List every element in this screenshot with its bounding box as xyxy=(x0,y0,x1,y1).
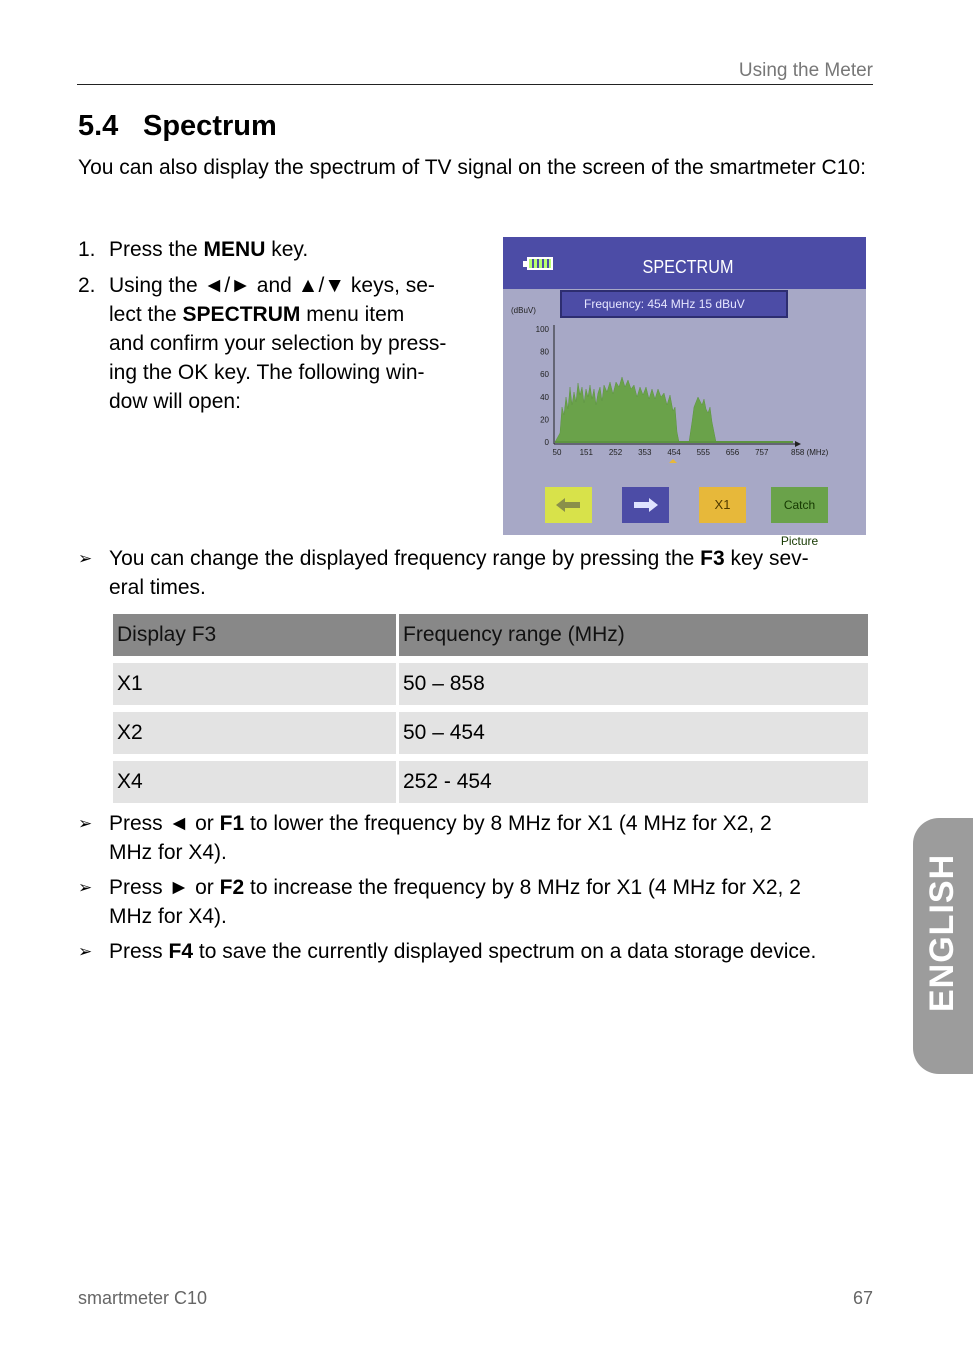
x-tick-label: 656 xyxy=(725,448,740,457)
frequency-range-table xyxy=(110,607,871,810)
bullet-arrow-icon: ➢ xyxy=(78,814,93,833)
x-tick-label: 353 xyxy=(638,448,652,457)
table-header-cell: Display F3 xyxy=(113,614,396,656)
y-tick-label: 0 xyxy=(544,438,549,447)
bullet-text xyxy=(109,937,816,966)
bullet-key: F4 xyxy=(168,940,194,963)
table-row xyxy=(113,712,868,754)
step-text-pre: Press the xyxy=(109,238,204,261)
spectrum-screenshot xyxy=(503,237,866,548)
section-title xyxy=(78,110,277,143)
spectrum-area xyxy=(555,377,716,442)
bullet-line: key sev- xyxy=(724,547,809,570)
step-line: lect the xyxy=(109,303,183,326)
section-heading: Spectrum xyxy=(143,110,277,142)
table-cell: 252 - 454 xyxy=(399,761,868,803)
step-line: menu item xyxy=(300,303,405,326)
language-tab-label: ENGLISH xyxy=(923,853,961,1012)
f3-zoom-button[interactable]: X1 xyxy=(699,487,746,523)
step-line: ing the OK key. The following win- xyxy=(109,361,425,384)
f1-left-button[interactable] xyxy=(545,487,592,523)
step-line: Using the ◄/► and ▲/▼ keys, se- xyxy=(109,274,435,297)
bullet-text xyxy=(109,544,809,602)
bullet-line: Press ► or xyxy=(109,876,220,899)
step-line: and confirm your selection by press- xyxy=(109,332,447,355)
y-tick-label: 100 xyxy=(535,325,549,334)
bullet-text xyxy=(109,809,772,867)
page-number: 67 xyxy=(852,1288,873,1308)
bullet-arrow-icon: ➢ xyxy=(78,878,93,897)
bullet-line: eral times. xyxy=(109,576,206,599)
x-tick-label: 555 xyxy=(696,448,710,457)
y-tick-label: 80 xyxy=(540,347,549,357)
y-tick-label: 60 xyxy=(540,370,549,380)
table-header-cell: Frequency range (MHz) xyxy=(399,614,868,656)
frequency-readout: Frequency: 454 MHz 15 dBuV xyxy=(560,290,788,318)
bullet-line: to lower the frequency by 8 MHz for X1 (4 MHz for X2, 2 xyxy=(244,812,772,835)
bullet-line: to save the currently displayed spectrum on a data storage device. xyxy=(193,940,817,963)
intro-paragraph: You can also display the spectrum of TV signal on the screen of the smartmeter C10: xyxy=(78,156,866,179)
table-cell: X4 xyxy=(113,761,396,803)
table-cell: X1 xyxy=(113,663,396,705)
table-header-row xyxy=(113,614,868,656)
bullet-key: F3 xyxy=(700,547,725,570)
running-header: Using the Meter xyxy=(738,60,873,81)
x-tick-labels xyxy=(553,448,829,457)
bullet-key: F2 xyxy=(219,876,245,899)
x-tick-label: 50 xyxy=(552,448,562,457)
bullet-line: Press ◄ or xyxy=(109,812,220,835)
bullet-line: MHz for X4). xyxy=(109,841,227,864)
arrow-right-icon xyxy=(622,487,669,523)
step-text xyxy=(109,235,308,264)
bullet-line: Press xyxy=(109,940,169,963)
x-tick-label: 252 xyxy=(608,448,623,457)
step-number: 2. xyxy=(78,274,96,297)
table-cell: 50 – 858 xyxy=(399,663,868,705)
bullet-line: MHz for X4). xyxy=(109,905,227,928)
x-axis-arrow-icon xyxy=(795,441,801,447)
x-tick-label: 858 (MHz) xyxy=(791,448,829,457)
y-tick-label: 20 xyxy=(540,415,549,425)
step-number: 1. xyxy=(78,238,96,261)
screen-title: SPECTRUM xyxy=(642,257,734,277)
table-cell: 50 – 454 xyxy=(399,712,868,754)
arrow-left-icon xyxy=(545,487,592,523)
table-cell: X2 xyxy=(113,712,396,754)
bullet-key: F1 xyxy=(219,812,245,835)
f2-right-button[interactable] xyxy=(622,487,669,523)
step-text xyxy=(109,271,446,416)
step-text-post: key. xyxy=(265,238,309,261)
unit-label: (dBuV) xyxy=(511,306,536,315)
step-menu-item: SPECTRUM xyxy=(182,303,301,326)
step-key: MENU xyxy=(203,238,266,261)
section-number: 5.4 xyxy=(78,110,119,142)
bullet-arrow-icon: ➢ xyxy=(78,942,93,961)
bullet-line: to increase the frequency by 8 MHz for X1 (4 MHz for X2, 2 xyxy=(244,876,801,899)
bullet-arrow-icon: ➢ xyxy=(78,549,93,568)
table-row xyxy=(113,761,868,803)
x-tick-label: 454 xyxy=(667,448,681,457)
x-tick-label: 151 xyxy=(579,448,593,457)
marker-icon xyxy=(669,459,677,463)
step-line: dow will open: xyxy=(109,390,241,413)
table-row xyxy=(113,663,868,705)
y-tick-labels xyxy=(536,325,550,447)
bullet-line: You can change the displayed frequency range by pressing the xyxy=(109,547,701,570)
footer-product-name: smartmeter C10 xyxy=(78,1288,208,1308)
bullet-text xyxy=(109,873,801,931)
header-rule xyxy=(77,84,873,85)
y-tick-label: 40 xyxy=(540,392,549,402)
f4-catch-picture-button[interactable]: Catch Picture xyxy=(771,487,828,523)
x-tick-label: 757 xyxy=(755,448,769,457)
